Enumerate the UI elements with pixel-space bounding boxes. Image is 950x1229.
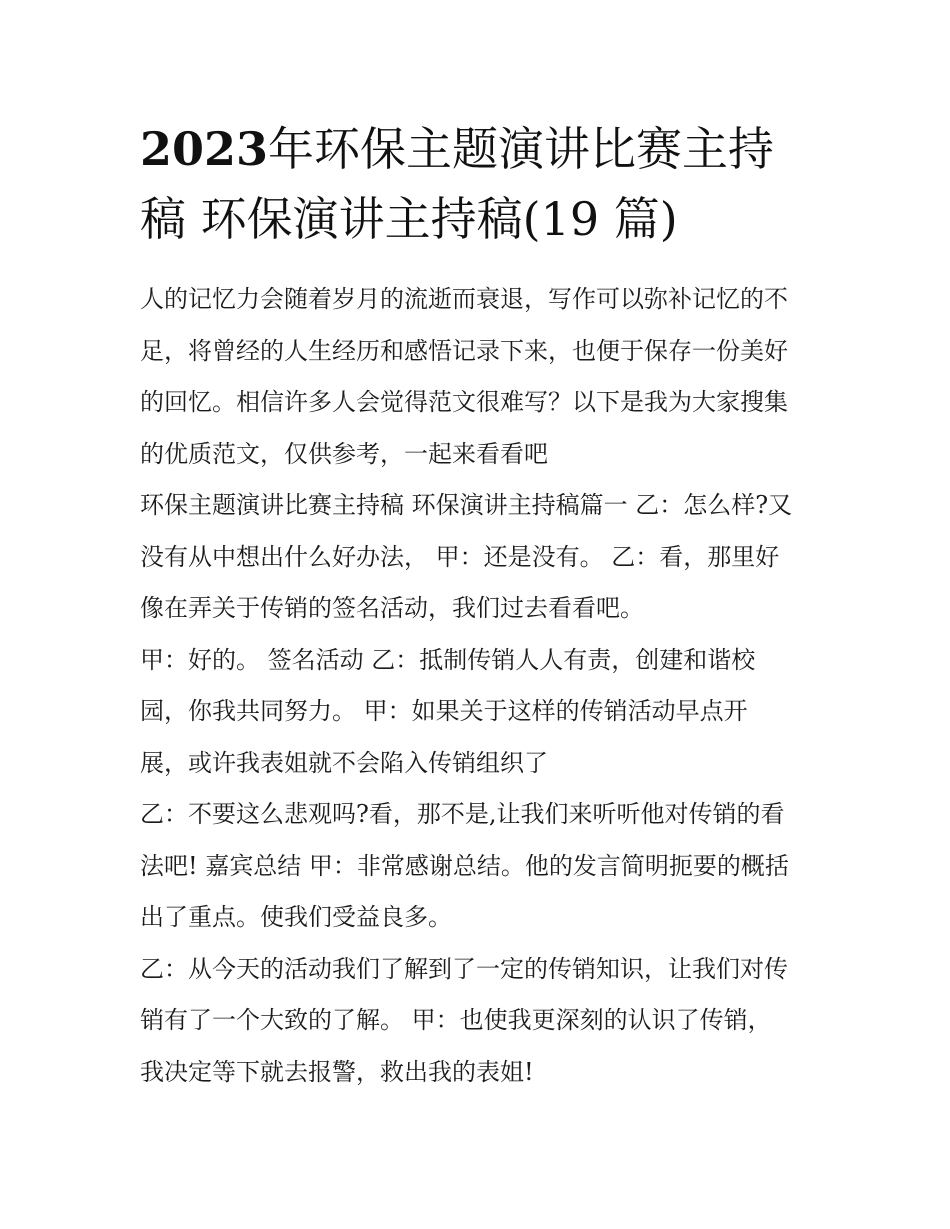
- text-line: 像在弄关于传销的签名活动，我们过去看看吧。: [140, 594, 644, 622]
- text-line: 我决定等下就去报警，救出我的表姐!: [140, 1057, 534, 1086]
- text-line: 展，或许我表姐就不会陷入传销组织了: [140, 748, 548, 777]
- text-line: 法吧! 嘉宾总结 甲：非常感谢总结。他的发言简明扼要的概括: [140, 851, 789, 880]
- paragraph-3: [140, 635, 820, 790]
- title-line-1: [140, 114, 820, 184]
- document-body: [140, 274, 820, 1098]
- text-line: 人的记忆力会随着岁月的流逝而衰退，写作可以弥补记忆的不: [140, 285, 788, 313]
- text-line: 园，你我共同努力。 甲：如果关于这样的传销活动早点开: [140, 697, 748, 725]
- paragraph-4: [140, 789, 820, 944]
- title-line-2: [140, 184, 820, 254]
- text-line: 乙：从今天的活动我们了解到了一定的传销知识，让我们对传: [140, 954, 788, 983]
- text-line: 销有了一个大致的了解。 甲：也使我更深刻的认识了传销，: [140, 1006, 772, 1034]
- document-title: [140, 114, 820, 254]
- paragraph-intro: [140, 274, 820, 480]
- text-line: 的回忆。相信许多人会觉得范文很难写？以下是我为大家搜集: [140, 388, 788, 416]
- text-line: 甲：好的。 签名活动 乙：抵制传销人人有责，创建和谐校: [140, 645, 756, 674]
- text-line: 没有从中想出什么好办法， 甲：还是没有。 乙：看，那里好: [140, 542, 780, 571]
- title-text-1: 年环保主题演讲比赛主持: [268, 122, 775, 176]
- text-line: 环保主题演讲比赛主持稿 环保演讲主持稿篇一 乙：怎么样?又: [140, 491, 793, 519]
- text-line: 出了重点。使我们受益良多。: [140, 903, 452, 931]
- text-line: 的优质范文，仅供参考，一起来看看吧: [140, 439, 548, 468]
- text-line: 乙：不要这么悲观吗?看，那不是,让我们来听听他对传销的看: [140, 800, 785, 828]
- paragraph-5: [140, 944, 820, 1099]
- paragraph-2: [140, 480, 820, 635]
- title-text-2: 稿 环保演讲主持稿(19 篇): [140, 192, 678, 246]
- title-year: 2023: [140, 122, 269, 176]
- text-line: 足，将曾经的人生经历和感悟记录下来，也便于保存一份美好: [140, 336, 788, 365]
